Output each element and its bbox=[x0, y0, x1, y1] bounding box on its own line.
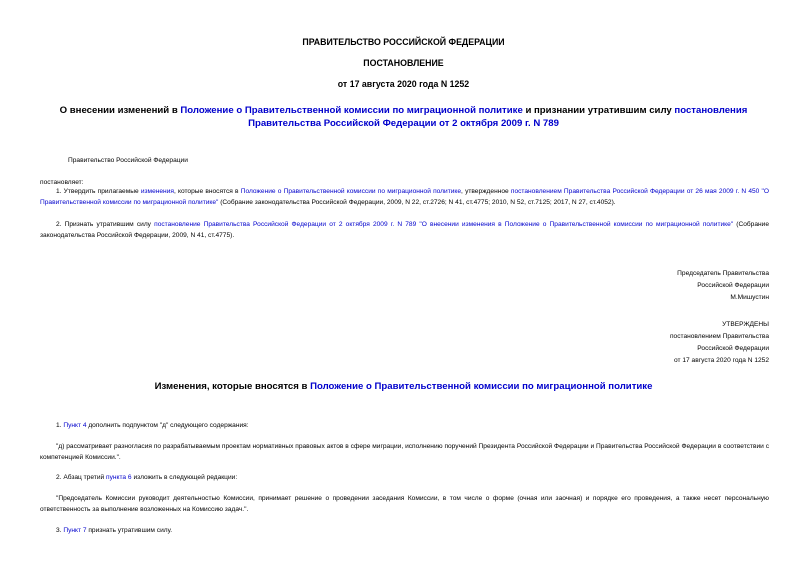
quote-1: "д) рассматривает разногласия по разрабатываемым проектам нормативных правовых актов в сфере миграции, исполнению поручений Президента Российской Федерации и Правительства Российской Федерации в соответствии с компетенцией Комиссии.". bbox=[40, 443, 769, 461]
item-2 bbox=[56, 472, 237, 483]
approval-line-3: Российской Федерации bbox=[697, 345, 769, 352]
item-1 bbox=[56, 420, 249, 431]
item-2-link-point-6[interactable]: пункта 6 bbox=[106, 474, 132, 481]
approval-line-2: постановлением Правительства bbox=[669, 333, 769, 340]
p2-link-resolution-789[interactable]: постановление Правительства Российской Федерации от 2 октября 2009 г. N 789 "О внесении изменения в Положение о Правительственной комиссии по миграционной политике" bbox=[154, 221, 734, 228]
item-2-text-2: изложить в следующей редакции: bbox=[131, 474, 238, 481]
quote-2: "Председатель Комиссии руководит деятельностью Комиссии, принимает решение о проведении заседания Комиссии, в том числе о форме (очная или заочная) и порядке его проведения, а также несет персональную ответственность за выполнение возложенных на Комиссию задач.". bbox=[40, 495, 769, 513]
signature-name: М.Мишустин bbox=[730, 294, 769, 301]
approval-label: УТВЕРЖДЕНЫ bbox=[722, 321, 769, 328]
p2-text-2: (Собрание законодательства Российской Федерации, 2009, N 41, ст.4775). bbox=[40, 221, 770, 239]
signature-position: Председатель Правительства bbox=[677, 270, 769, 277]
p1-text-4: (Собрание законодательства Российской Федерации, 2009, N 22, ст.2726; N 41, ст.4775; 2010, N 52, ст.7125; 2017, N 27, ст.4052). bbox=[218, 199, 616, 206]
intro-text: Правительство Российской Федерации bbox=[68, 157, 188, 164]
changes-title-text: Изменения, которые вносятся в bbox=[154, 381, 311, 392]
signature-organization: Российской Федерации bbox=[697, 282, 769, 289]
changes-title-link[interactable]: Положение о Правительственной комиссии по миграционной политике bbox=[310, 381, 653, 392]
title-link-regulation[interactable]: Положение о Правительственной комиссии по миграционной политике bbox=[180, 105, 523, 116]
item-3-link-point-7[interactable]: Пункт 7 bbox=[63, 527, 87, 534]
document-type: ПОСТАНОВЛЕНИЕ bbox=[363, 58, 444, 68]
approval-date: от 17 августа 2020 года N 1252 bbox=[674, 357, 769, 364]
document-title bbox=[40, 104, 767, 130]
p1-link-changes[interactable]: изменения bbox=[140, 188, 174, 195]
item-2-text-1: 2. Абзац третий bbox=[56, 474, 107, 481]
p1-text-2: , которые вносятся в bbox=[173, 188, 241, 195]
title-text-1: О внесении изменений в bbox=[59, 105, 181, 116]
paragraph-1 bbox=[40, 186, 769, 208]
decrees-text: постановляет: bbox=[40, 179, 84, 186]
p2-text-1: 2. Признать утратившим силу bbox=[56, 221, 155, 228]
p1-text-3: , утвержденное bbox=[461, 188, 511, 195]
item-1-number: 1. bbox=[56, 422, 64, 429]
p1-link-regulation[interactable]: Положение о Правительственной комиссии по миграционной политике bbox=[240, 188, 462, 195]
item-3-text: признать утратившим силу. bbox=[86, 527, 173, 534]
signature-block bbox=[560, 268, 769, 304]
item-3-number: 3. bbox=[56, 527, 64, 534]
changes-title bbox=[40, 380, 767, 393]
title-link-resolution-789[interactable]: постановления Правительства Российской Федерации от 2 октября 2009 г. N 789 bbox=[248, 105, 748, 129]
p1-link-resolution-450[interactable]: постановлением Правительства Российской Федерации от 26 мая 2009 г. N 450 "О Правительственной комиссии по миграционной политике" bbox=[40, 188, 769, 206]
p1-text-1: 1. Утвердить прилагаемые bbox=[56, 188, 141, 195]
title-text-2: и признании утратившим силу bbox=[522, 105, 675, 116]
item-3 bbox=[56, 525, 172, 536]
paragraph-2 bbox=[40, 219, 769, 241]
item-1-link-point-4[interactable]: Пункт 4 bbox=[63, 422, 87, 429]
item-1-text: дополнить подпунктом "д" следующего содержания: bbox=[86, 422, 249, 429]
approval-block bbox=[560, 319, 769, 367]
government-header: ПРАВИТЕЛЬСТВО РОССИЙСКОЙ ФЕДЕРАЦИИ bbox=[302, 37, 505, 47]
document-date: от 17 августа 2020 года N 1252 bbox=[337, 79, 470, 89]
